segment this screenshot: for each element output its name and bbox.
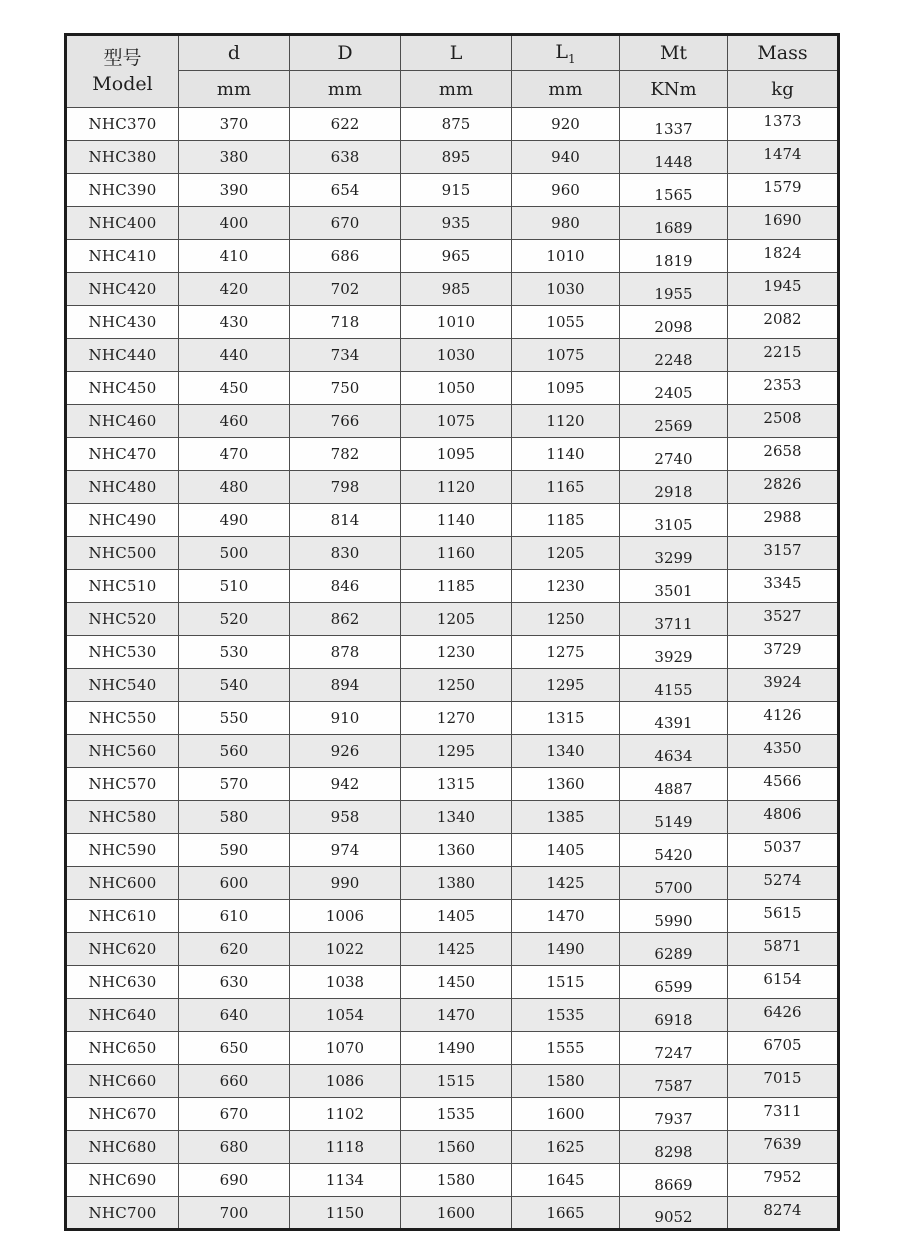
col-header-L: L (401, 35, 512, 71)
cell-d: 630 (179, 966, 290, 999)
cell-L: 1050 (401, 372, 512, 405)
cell-L: 1405 (401, 900, 512, 933)
cell-model: NHC600 (66, 867, 179, 900)
cell-model: NHC410 (66, 240, 179, 273)
cell-Mass: 1945 (728, 273, 839, 306)
cell-D: 1134 (290, 1164, 401, 1197)
cell-L: 1315 (401, 768, 512, 801)
cell-Mass: 5037 (728, 834, 839, 867)
cell-D: 654 (290, 174, 401, 207)
cell-model: NHC420 (66, 273, 179, 306)
cell-L: 1230 (401, 636, 512, 669)
cell-L1: 1095 (512, 372, 620, 405)
cell-L: 935 (401, 207, 512, 240)
cell-d: 440 (179, 339, 290, 372)
cell-model: NHC390 (66, 174, 179, 207)
cell-D: 750 (290, 372, 401, 405)
cell-model: NHC630 (66, 966, 179, 999)
table-body (66, 108, 839, 1230)
cell-L: 1095 (401, 438, 512, 471)
cell-D: 942 (290, 768, 401, 801)
cell-Mass: 7639 (728, 1131, 839, 1164)
cell-D: 686 (290, 240, 401, 273)
unit-header-Mass: kg (728, 71, 839, 108)
cell-Mt: 7937 (620, 1098, 728, 1131)
cell-L: 1580 (401, 1164, 512, 1197)
cell-Mt: 6918 (620, 999, 728, 1032)
cell-L1: 1360 (512, 768, 620, 801)
cell-L1: 1250 (512, 603, 620, 636)
cell-d: 430 (179, 306, 290, 339)
cell-L: 1205 (401, 603, 512, 636)
cell-D: 862 (290, 603, 401, 636)
cell-Mt: 4155 (620, 669, 728, 702)
table-row (66, 669, 839, 702)
cell-L: 1380 (401, 867, 512, 900)
cell-D: 830 (290, 537, 401, 570)
cell-Mt: 9052 (620, 1197, 728, 1230)
cell-Mass: 8274 (728, 1197, 839, 1230)
cell-d: 460 (179, 405, 290, 438)
cell-model: NHC680 (66, 1131, 179, 1164)
cell-Mass: 2215 (728, 339, 839, 372)
cell-L: 915 (401, 174, 512, 207)
table-row (66, 108, 839, 141)
cell-Mt: 4887 (620, 768, 728, 801)
cell-L1: 1295 (512, 669, 620, 702)
cell-D: 622 (290, 108, 401, 141)
table-row (66, 372, 839, 405)
cell-Mass: 3345 (728, 570, 839, 603)
cell-d: 450 (179, 372, 290, 405)
col-header-d: d (179, 35, 290, 71)
table-row (66, 207, 839, 240)
cell-Mass: 5274 (728, 867, 839, 900)
cell-d: 590 (179, 834, 290, 867)
cell-Mt: 3711 (620, 603, 728, 636)
cell-Mass: 2353 (728, 372, 839, 405)
cell-L: 1490 (401, 1032, 512, 1065)
cell-d: 650 (179, 1032, 290, 1065)
cell-Mt: 3929 (620, 636, 728, 669)
cell-d: 530 (179, 636, 290, 669)
cell-L1: 1665 (512, 1197, 620, 1230)
cell-L1: 1555 (512, 1032, 620, 1065)
cell-Mass: 2826 (728, 471, 839, 504)
cell-Mt: 1689 (620, 207, 728, 240)
cell-L1: 1230 (512, 570, 620, 603)
cell-d: 700 (179, 1197, 290, 1230)
cell-L1: 1490 (512, 933, 620, 966)
cell-D: 782 (290, 438, 401, 471)
cell-model: NHC610 (66, 900, 179, 933)
cell-Mt: 3299 (620, 537, 728, 570)
cell-Mass: 3729 (728, 636, 839, 669)
cell-L: 965 (401, 240, 512, 273)
col-header-L1-sub: 1 (567, 51, 576, 66)
cell-D: 1038 (290, 966, 401, 999)
cell-D: 766 (290, 405, 401, 438)
cell-L: 1600 (401, 1197, 512, 1230)
cell-D: 734 (290, 339, 401, 372)
cell-d: 610 (179, 900, 290, 933)
cell-model: NHC530 (66, 636, 179, 669)
spec-table-container (64, 33, 840, 1231)
cell-L1: 1385 (512, 801, 620, 834)
cell-L1: 940 (512, 141, 620, 174)
cell-Mass: 1579 (728, 174, 839, 207)
col-header-model-en: Model (92, 72, 153, 95)
cell-Mt: 2740 (620, 438, 728, 471)
cell-L1: 1515 (512, 966, 620, 999)
cell-L: 1250 (401, 669, 512, 702)
cell-L: 1295 (401, 735, 512, 768)
cell-L: 1560 (401, 1131, 512, 1164)
cell-Mass: 4350 (728, 735, 839, 768)
cell-d: 560 (179, 735, 290, 768)
cell-L: 1140 (401, 504, 512, 537)
cell-L: 1340 (401, 801, 512, 834)
cell-L1: 1645 (512, 1164, 620, 1197)
cell-d: 690 (179, 1164, 290, 1197)
cell-Mass: 3527 (728, 603, 839, 636)
cell-Mass: 7952 (728, 1164, 839, 1197)
cell-d: 500 (179, 537, 290, 570)
cell-Mt: 5990 (620, 900, 728, 933)
table-row (66, 471, 839, 504)
unit-header-L: mm (401, 71, 512, 108)
cell-L: 1270 (401, 702, 512, 735)
cell-model: NHC510 (66, 570, 179, 603)
cell-L1: 1405 (512, 834, 620, 867)
col-header-Mt: Mt (620, 35, 728, 71)
cell-model: NHC460 (66, 405, 179, 438)
cell-L1: 1075 (512, 339, 620, 372)
cell-L1: 1535 (512, 999, 620, 1032)
cell-L1: 1030 (512, 273, 620, 306)
cell-model: NHC430 (66, 306, 179, 339)
cell-L1: 1315 (512, 702, 620, 735)
cell-L1: 980 (512, 207, 620, 240)
cell-d: 480 (179, 471, 290, 504)
cell-Mt: 2918 (620, 471, 728, 504)
cell-L: 895 (401, 141, 512, 174)
table-row (66, 306, 839, 339)
cell-Mass: 2082 (728, 306, 839, 339)
cell-d: 550 (179, 702, 290, 735)
table-row (66, 141, 839, 174)
table-row (66, 537, 839, 570)
cell-D: 878 (290, 636, 401, 669)
cell-Mass: 5615 (728, 900, 839, 933)
cell-Mt: 1448 (620, 141, 728, 174)
unit-header-L1: mm (512, 71, 620, 108)
cell-Mass: 6426 (728, 999, 839, 1032)
cell-L: 1120 (401, 471, 512, 504)
unit-header-D: mm (290, 71, 401, 108)
cell-L1: 1600 (512, 1098, 620, 1131)
col-header-Mass: Mass (728, 35, 839, 71)
cell-L1: 1120 (512, 405, 620, 438)
cell-d: 540 (179, 669, 290, 702)
cell-d: 410 (179, 240, 290, 273)
cell-L1: 920 (512, 108, 620, 141)
cell-Mass: 2508 (728, 405, 839, 438)
cell-Mass: 6705 (728, 1032, 839, 1065)
cell-Mass: 1824 (728, 240, 839, 273)
unit-header-Mt: KNm (620, 71, 728, 108)
cell-D: 814 (290, 504, 401, 537)
cell-model: NHC700 (66, 1197, 179, 1230)
cell-L1: 1055 (512, 306, 620, 339)
cell-d: 510 (179, 570, 290, 603)
cell-L: 1075 (401, 405, 512, 438)
cell-L: 1450 (401, 966, 512, 999)
cell-model: NHC650 (66, 1032, 179, 1065)
cell-model: NHC470 (66, 438, 179, 471)
cell-model: NHC580 (66, 801, 179, 834)
table-row (66, 1098, 839, 1131)
table-row (66, 1131, 839, 1164)
table-header (66, 35, 839, 108)
cell-D: 894 (290, 669, 401, 702)
table-row (66, 834, 839, 867)
cell-Mass: 3924 (728, 669, 839, 702)
cell-Mt: 2248 (620, 339, 728, 372)
table-row (66, 702, 839, 735)
cell-L1: 1165 (512, 471, 620, 504)
cell-Mass: 4126 (728, 702, 839, 735)
cell-D: 990 (290, 867, 401, 900)
cell-d: 640 (179, 999, 290, 1032)
table-row (66, 405, 839, 438)
cell-L: 1425 (401, 933, 512, 966)
cell-model: NHC640 (66, 999, 179, 1032)
cell-model: NHC670 (66, 1098, 179, 1131)
cell-d: 570 (179, 768, 290, 801)
table-row (66, 801, 839, 834)
cell-model: NHC520 (66, 603, 179, 636)
cell-D: 702 (290, 273, 401, 306)
col-header-model-cn: 型号 (103, 46, 142, 69)
cell-d: 660 (179, 1065, 290, 1098)
cell-Mt: 8669 (620, 1164, 728, 1197)
cell-d: 670 (179, 1098, 290, 1131)
cell-model: NHC660 (66, 1065, 179, 1098)
cell-L: 1515 (401, 1065, 512, 1098)
cell-Mt: 4391 (620, 702, 728, 735)
table-row (66, 999, 839, 1032)
cell-Mt: 1337 (620, 108, 728, 141)
cell-model: NHC440 (66, 339, 179, 372)
cell-Mt: 7587 (620, 1065, 728, 1098)
cell-model: NHC550 (66, 702, 179, 735)
cell-model: NHC500 (66, 537, 179, 570)
cell-Mt: 5420 (620, 834, 728, 867)
cell-L1: 1425 (512, 867, 620, 900)
unit-header-d: mm (179, 71, 290, 108)
cell-D: 1022 (290, 933, 401, 966)
cell-D: 846 (290, 570, 401, 603)
cell-d: 600 (179, 867, 290, 900)
cell-Mt: 3105 (620, 504, 728, 537)
cell-model: NHC370 (66, 108, 179, 141)
cell-d: 520 (179, 603, 290, 636)
table-row (66, 174, 839, 207)
cell-d: 580 (179, 801, 290, 834)
table-row (66, 966, 839, 999)
table-row (66, 768, 839, 801)
cell-Mass: 5871 (728, 933, 839, 966)
cell-Mt: 8298 (620, 1131, 728, 1164)
cell-d: 620 (179, 933, 290, 966)
table-row (66, 504, 839, 537)
cell-Mt: 3501 (620, 570, 728, 603)
cell-model: NHC540 (66, 669, 179, 702)
cell-model: NHC490 (66, 504, 179, 537)
cell-model: NHC400 (66, 207, 179, 240)
cell-Mass: 2658 (728, 438, 839, 471)
cell-L: 1360 (401, 834, 512, 867)
cell-D: 958 (290, 801, 401, 834)
table-row (66, 570, 839, 603)
cell-Mass: 1690 (728, 207, 839, 240)
header-row-units (66, 71, 839, 108)
cell-D: 910 (290, 702, 401, 735)
cell-D: 1102 (290, 1098, 401, 1131)
cell-L1: 1275 (512, 636, 620, 669)
table-row (66, 900, 839, 933)
header-row-labels (66, 35, 839, 71)
table-row (66, 735, 839, 768)
col-header-D: D (290, 35, 401, 71)
cell-Mt: 2098 (620, 306, 728, 339)
cell-L: 875 (401, 108, 512, 141)
table-row (66, 933, 839, 966)
cell-D: 1054 (290, 999, 401, 1032)
cell-D: 718 (290, 306, 401, 339)
cell-L1: 1140 (512, 438, 620, 471)
table-row (66, 339, 839, 372)
table-row (66, 1197, 839, 1230)
cell-Mt: 6599 (620, 966, 728, 999)
cell-model: NHC590 (66, 834, 179, 867)
table-row (66, 1065, 839, 1098)
spec-table (64, 33, 840, 1231)
cell-Mt: 2405 (620, 372, 728, 405)
cell-d: 420 (179, 273, 290, 306)
cell-D: 1070 (290, 1032, 401, 1065)
cell-d: 470 (179, 438, 290, 471)
cell-L: 1535 (401, 1098, 512, 1131)
cell-L1: 1010 (512, 240, 620, 273)
cell-D: 1006 (290, 900, 401, 933)
table-row (66, 867, 839, 900)
table-row (66, 438, 839, 471)
cell-Mass: 7311 (728, 1098, 839, 1131)
cell-Mt: 1819 (620, 240, 728, 273)
cell-Mass: 1474 (728, 141, 839, 174)
table-row (66, 273, 839, 306)
cell-model: NHC620 (66, 933, 179, 966)
cell-L: 1185 (401, 570, 512, 603)
col-header-L1: $L_1$ (512, 35, 620, 71)
cell-L1: 1205 (512, 537, 620, 570)
cell-D: 798 (290, 471, 401, 504)
cell-Mt: 1565 (620, 174, 728, 207)
cell-L: 985 (401, 273, 512, 306)
cell-D: 926 (290, 735, 401, 768)
cell-L1: 1580 (512, 1065, 620, 1098)
cell-D: 974 (290, 834, 401, 867)
cell-d: 400 (179, 207, 290, 240)
cell-L1: 1625 (512, 1131, 620, 1164)
table-row (66, 636, 839, 669)
cell-L: 1160 (401, 537, 512, 570)
cell-Mt: 6289 (620, 933, 728, 966)
cell-model: NHC570 (66, 768, 179, 801)
cell-model: NHC380 (66, 141, 179, 174)
cell-Mass: 3157 (728, 537, 839, 570)
cell-L1: 1470 (512, 900, 620, 933)
cell-Mt: 2569 (620, 405, 728, 438)
cell-L: 1030 (401, 339, 512, 372)
cell-D: 638 (290, 141, 401, 174)
cell-Mt: 7247 (620, 1032, 728, 1065)
cell-d: 490 (179, 504, 290, 537)
cell-d: 680 (179, 1131, 290, 1164)
cell-L1: 1340 (512, 735, 620, 768)
cell-D: 1086 (290, 1065, 401, 1098)
cell-Mass: 2988 (728, 504, 839, 537)
cell-d: 370 (179, 108, 290, 141)
cell-D: 670 (290, 207, 401, 240)
cell-model: NHC450 (66, 372, 179, 405)
cell-Mass: 1373 (728, 108, 839, 141)
cell-Mass: 7015 (728, 1065, 839, 1098)
table-row (66, 603, 839, 636)
cell-model: NHC690 (66, 1164, 179, 1197)
cell-D: 1150 (290, 1197, 401, 1230)
cell-Mt: 4634 (620, 735, 728, 768)
cell-Mass: 6154 (728, 966, 839, 999)
table-row (66, 1164, 839, 1197)
cell-Mass: 4806 (728, 801, 839, 834)
table-row (66, 1032, 839, 1065)
cell-Mt: 5149 (620, 801, 728, 834)
table-row (66, 240, 839, 273)
cell-L: 1470 (401, 999, 512, 1032)
cell-model: NHC480 (66, 471, 179, 504)
cell-Mass: 4566 (728, 768, 839, 801)
cell-L: 1010 (401, 306, 512, 339)
cell-d: 390 (179, 174, 290, 207)
cell-L1: 960 (512, 174, 620, 207)
col-header-model (66, 35, 179, 108)
cell-Mt: 5700 (620, 867, 728, 900)
cell-L1: 1185 (512, 504, 620, 537)
cell-model: NHC560 (66, 735, 179, 768)
cell-Mt: 1955 (620, 273, 728, 306)
cell-d: 380 (179, 141, 290, 174)
cell-D: 1118 (290, 1131, 401, 1164)
